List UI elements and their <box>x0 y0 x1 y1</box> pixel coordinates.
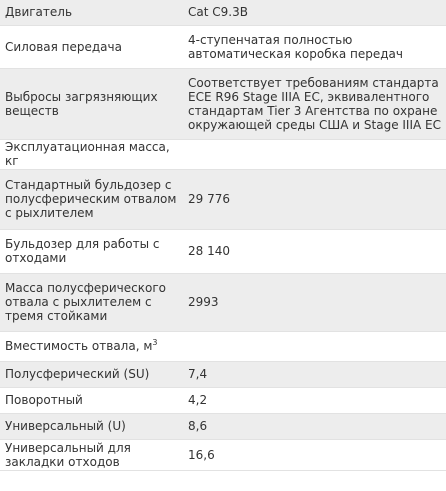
table-row <box>0 361 446 387</box>
row-label <box>0 331 182 361</box>
table-row <box>0 169 446 229</box>
table-row <box>0 139 446 169</box>
table-row <box>0 439 446 470</box>
row-label: Универсальный для закладки отходов <box>0 439 182 470</box>
table-row <box>0 387 446 413</box>
row-label: Эксплуатационная масса, кг <box>0 139 182 169</box>
row-value: 29 776 <box>182 169 446 229</box>
row-label: Поворотный <box>0 387 182 413</box>
unit-superscript: 3 <box>152 338 158 347</box>
row-value: 7,4 <box>182 361 446 387</box>
table-row <box>0 229 446 273</box>
row-label: Двигатель <box>0 0 182 25</box>
row-value <box>182 139 446 169</box>
row-label: Масса полусферического отвала с рыхлителем с тремя стойками <box>0 273 182 331</box>
row-label: Выбросы загрязняющих веществ <box>0 68 182 139</box>
row-value: Cat C9.3B <box>182 0 446 25</box>
row-value: 16,6 <box>182 439 446 470</box>
row-value: 2993 <box>182 273 446 331</box>
row-value: 28 140 <box>182 229 446 273</box>
table-row <box>0 0 446 25</box>
row-label: Бульдозер для работы с отходами <box>0 229 182 273</box>
row-value <box>182 331 446 361</box>
row-value: 4-ступенчатая полностью автоматическая коробка передач <box>182 25 446 68</box>
table-row <box>0 68 446 139</box>
table-row <box>0 25 446 68</box>
row-label-text: Вместимость отвала, м <box>5 339 153 353</box>
table-row <box>0 413 446 439</box>
row-label: Силовая передача <box>0 25 182 68</box>
table-row <box>0 273 446 331</box>
row-value: 8,6 <box>182 413 446 439</box>
row-label: Стандартный бульдозер с полусферическим отвалом с рыхлителем <box>0 169 182 229</box>
row-value: Соответствует требованиям стандарта ECE R96 Stage IIIA EC, эквивалентного стандартам Tier 3 Агентства по охране окружающей среды США и Stage IIIA EC <box>182 68 446 139</box>
row-label: Универсальный (U) <box>0 413 182 439</box>
row-value: 4,2 <box>182 387 446 413</box>
row-label: Полусферический (SU) <box>0 361 182 387</box>
table-row <box>0 331 446 361</box>
